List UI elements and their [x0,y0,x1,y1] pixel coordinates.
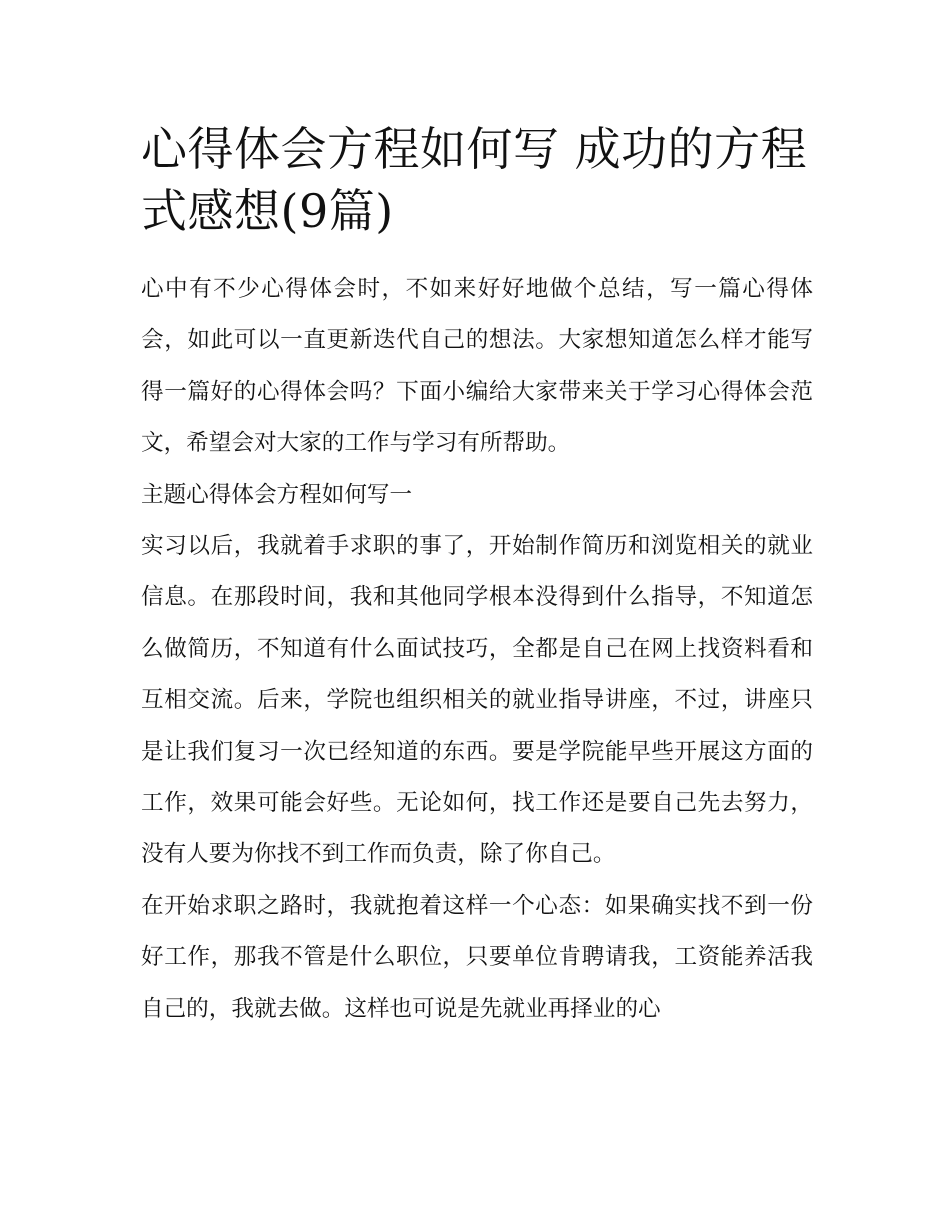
document-page [141,118,813,1035]
body-paragraph: 在开始求职之路时，我就抱着这样一个心态：如果确实找不到一份好工作，那我不管是什么职位，只要单位肯聘请我，工资能养活我自己的，我就去做。这样也可说是先就业再择业的心 [141,892,813,1022]
document-body [141,264,813,1035]
section-heading: 主题心得体会方程如何写一 [141,481,413,508]
body-paragraph: 实习以后，我就着手求职的事了，开始制作简历和浏览相关的就业信息。在那段时间，我和其他同学根本没得到什么指导，不知道怎么做简历，不知道有什么面试技巧，全都是自己在网上找资料看和互相交流。后来，学院也组织相关的就业指导讲座，不过，讲座只是让我们复习一次已经知道的东西。要是学院能早些开展这方面的工作，效果可能会好些。无论如何，找工作还是要自己先去努力，没有人要为你找不到工作而负责，除了你自己。 [141,533,813,868]
intro-paragraph: 心中有不少心得体会时，不如来好好地做个总结，写一篇心得体会，如此可以一直更新迭代自己的想法。大家想知道怎么样才能写得一篇好的心得体会吗？下面小编给大家带来关于学习心得体会范文，希望会对大家的工作与学习有所帮助。 [141,276,813,457]
document-title: 心得体会方程如何写 成功的方程式感想(9篇) [141,122,808,238]
